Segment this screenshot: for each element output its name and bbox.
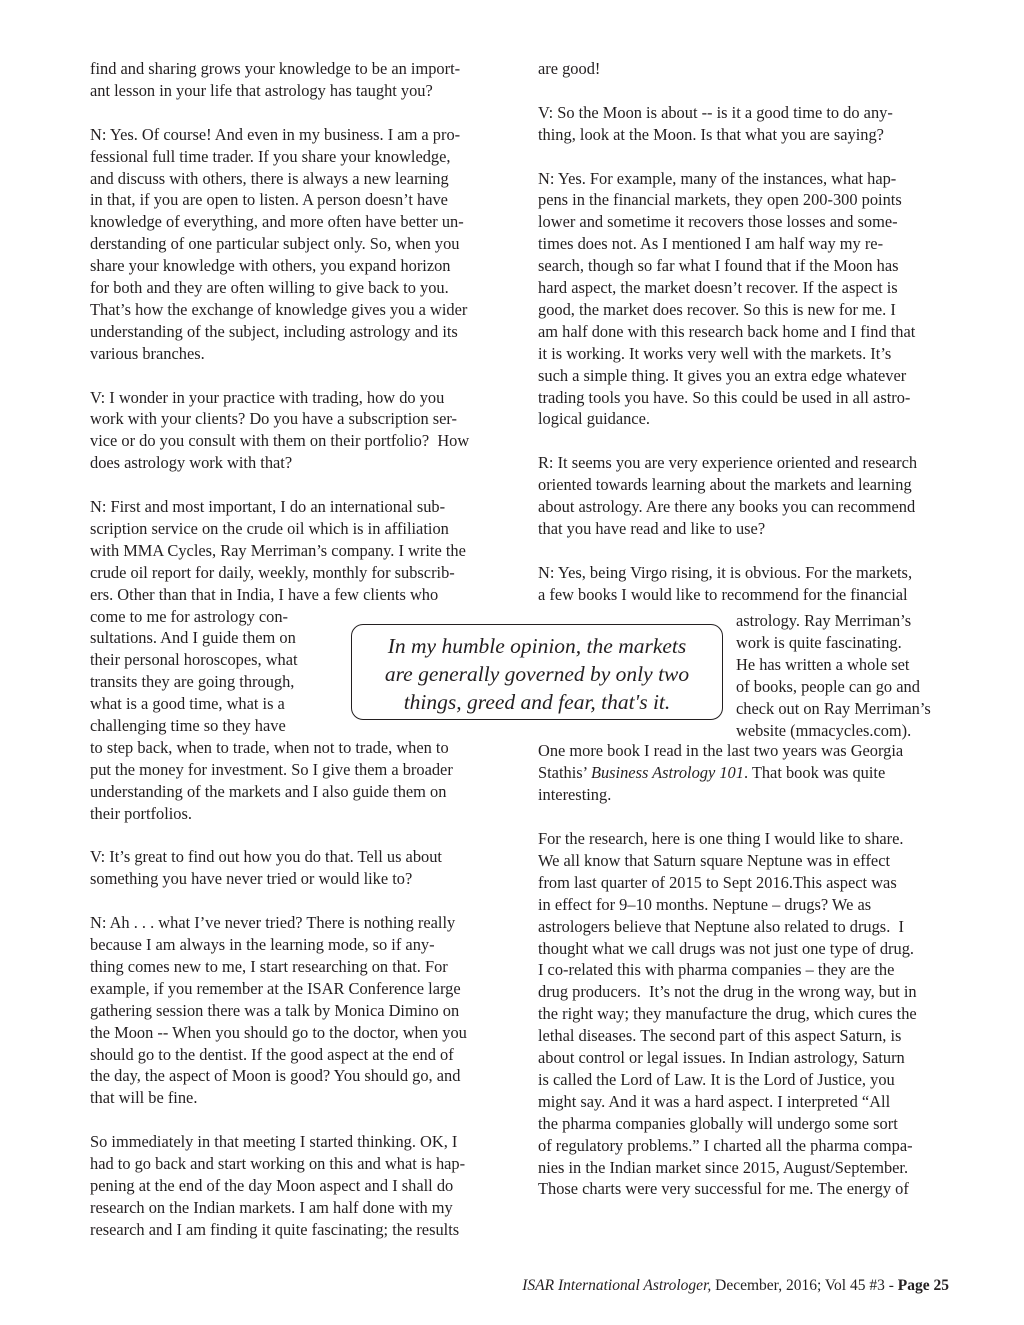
page-footer [522,1276,949,1296]
paragraph-line: I co-related this with pharma companies – they are the [538,960,895,980]
paragraph-line: example, if you remember at the ISAR Conference large [90,978,461,998]
paragraph-line: about astrology. Are there any books you can recommend [538,497,916,516]
paragraph-line: N: Yes. Of course! And even in my business. I am a pro- [90,124,461,144]
publication-name: ISAR International Astrologer, [522,1277,712,1294]
paragraph-line: gathering session there was a talk by Monica Dimino on [90,1000,460,1020]
paragraph-line: with MMA Cycles, Ray Merriman’s company. I write the [90,540,466,560]
paragraph-line: drug producers. It’s not the drug in the wrong way, but in [538,982,917,1002]
paragraph-line: challenging time so they have [90,716,286,735]
paragraph-line: thing, look at the Moon. Is that what you are saying? [538,124,884,144]
pull-quote-line: are generally governed by only two [384,662,690,686]
paragraph-line: astrology. Ray Merriman’s [736,611,912,630]
paragraph-line: V: It’s great to find out how you do that. Tell us about [90,847,442,867]
paragraph-line: check out on Ray Merriman’s [736,698,931,718]
paragraph-line: N: Ah . . . what I’ve never tried? There is nothing really [90,913,456,933]
paragraph-line: sultations. And I guide them on [90,628,296,648]
paragraph-line: share your knowledge with others, you expand horizon [90,256,451,276]
paragraph-line: good, the market does recover. So this is new for me. I [538,299,896,319]
paragraph-line: N: Yes, being Virgo rising, it is obvious. For the markets, [538,562,913,582]
issue-info: December, 2016; Vol 45 #3 - [711,1277,898,1294]
paragraph-line: logical guidance. [538,409,650,429]
paragraph-line: should go to the dentist. If the good aspect at the end of [90,1044,454,1064]
paragraph-line: nies in the Indian market since 2015, August/September. [538,1157,909,1177]
paragraph-line: are good! [538,59,601,78]
paragraph-line: ers. Other than that in India, I have a few clients who [90,584,439,604]
paragraph-line: V: So the Moon is about -- is it a good time to do any- [538,102,893,122]
paragraph-line: lower and sometime it recovers those losses and some- [538,212,898,232]
paragraph-line: of regulatory problems.” I charted all the pharma compa- [538,1135,913,1155]
paragraph-line: knowledge of everything, and more often have better un- [90,212,464,232]
paragraph-line: that you have read and like to use? [538,518,766,538]
paragraph-line: the day, the aspect of Moon is good? You should go, and [90,1066,461,1086]
paragraph-line: We all know that Saturn square Neptune was in effect [538,850,891,870]
paragraph-line: pens in the financial markets, they open 200-300 points [538,190,902,210]
paragraph-line: interesting. [538,785,612,804]
paragraph-line: put the money for investment. So I give them a broader [90,759,453,779]
paragraph-line: fessional full time trader. If you share your knowledge, [90,146,451,166]
paragraph-line: that will be fine. [90,1088,198,1108]
paragraph-line: N: First and most important, I do an international sub- [90,497,446,516]
paragraph-line: their portfolios. [90,803,192,823]
paragraph-line: such a simple thing. It gives you an extra edge whatever [538,365,907,385]
paragraph-line: trading tools you have. So this could be used in all astro- [538,387,911,407]
pull-quote-line: things, greed and fear, that's it. [403,690,671,714]
paragraph-line: scription service on the crude oil which is in affiliation [90,518,449,538]
paragraph-line: times does not. As I mentioned I am half way my re- [538,234,884,254]
paragraph-line: transits they are going through, [90,672,295,692]
paragraph-line: oriented towards learning about the markets and learning [538,475,912,495]
paragraph-line: and discuss with others, there is always a new learning [90,168,449,188]
paragraph-line: research on the Indian markets. I am half done with my [90,1197,453,1217]
paragraph-line: what is a good time, what is a [90,694,285,714]
paragraph-line: research and I am finding it quite fascinating; the results [90,1219,460,1239]
pull-quote-line: In my humble opinion, the markets [387,634,687,658]
paragraph-line: ant lesson in your life that astrology has taught you? [90,80,433,100]
paragraph-line: their personal horoscopes, what [90,650,298,670]
paragraph-line: website (mmacycles.com). [736,720,912,740]
paragraph-line: the right way; they manufacture the drug, which cures the [538,1004,917,1024]
paragraph-line: For the research, here is one thing I would like to share. [538,829,904,848]
paragraph-line: am half done with this research back home and I find that [538,321,916,341]
paragraph-line [538,762,885,784]
paragraph-line: V: I wonder in your practice with trading, how do you [90,387,445,407]
paragraph-line: astrologers believe that Neptune also related to drugs. I [538,916,904,936]
text-span: . That book was quite [743,763,886,782]
paragraph-line: search, though so far what I found that if the Moon has [538,256,899,276]
book-title: Business Astrology 101 [590,763,744,782]
paragraph-line: lethal diseases. The second part of this aspect Saturn, is [538,1026,902,1046]
paragraph-line: it is working. It works very well with the markets. It’s [538,343,892,363]
paragraph-line: does astrology work with that? [90,453,293,473]
paragraph-line: something you have never tried or would like to? [90,869,413,889]
paragraph-line: find and sharing grows your knowledge to be an import- [90,59,461,78]
paragraph-line: from last quarter of 2015 to Sept 2016.This aspect was [538,872,897,892]
paragraph-line: the pharma companies globally will undergo some sort [538,1113,898,1133]
paragraph-line: for both and they are often willing to give back to you. [90,278,449,297]
paragraph-line: of books, people can go and [736,676,920,696]
paragraph-line: understanding of the subject, including astrology and its [90,321,458,341]
paragraph-line: crude oil report for daily, weekly, monthly for subscrib- [90,562,455,582]
paragraph-line: vice or do you consult with them on their portfolio? How [90,431,470,451]
paragraph-line: work is quite fascinating. [736,632,902,652]
paragraph-line: various branches. [90,343,205,363]
paragraph-line: hard aspect, the market doesn’t recover. If the aspect is [538,278,898,297]
paragraph-line: a few books I would like to recommend for the financial [538,584,908,604]
paragraph-line: Those charts were very successful for me. The energy of [538,1179,909,1199]
paragraph-line: the Moon -- When you should go to the doctor, when you [90,1022,467,1042]
paragraph-line: come to me for astrology con- [90,606,288,626]
paragraph-line: One more book I read in the last two years was Georgia [538,741,904,760]
paragraph-line: He has written a whole set [736,654,910,674]
paragraph-line: understanding of the markets and I also guide them on [90,781,447,801]
page-number: Page 25 [897,1277,949,1294]
paragraph-line: derstanding of one particular subject only. So, when you [90,234,460,254]
paragraph-line: thing comes new to me, I start researching on that. For [90,956,448,976]
paragraph-line: pening at the end of the day Moon aspect and I shall do [90,1175,454,1195]
paragraph-line: might say. And it was a hard aspect. I interpreted “All [538,1091,891,1111]
paragraph-line: That’s how the exchange of knowledge gives you a wider [90,299,468,319]
paragraph-line: So immediately in that meeting I started thinking. OK, I [90,1132,458,1152]
paragraph-line: about control or legal issues. In Indian astrology, Saturn [538,1048,905,1067]
paragraph-line: to step back, when to trade, when not to trade, when to [90,737,449,757]
paragraph-line: in that, if you are open to listen. A person doesn’t have [90,190,448,210]
paragraph-line: in effect for 9–10 months. Neptune – drugs? We as [538,894,872,914]
paragraph-line: had to go back and start working on this and what is hap- [90,1154,466,1173]
paragraph-line: thought what we call drugs was not just one type of drug. [538,938,915,958]
paragraph-line: because I am always in the learning mode, so if any- [90,935,435,954]
paragraph-line: is called the Lord of Law. It is the Lord of Justice, you [538,1069,895,1089]
paragraph-line: work with your clients? Do you have a subscription ser- [90,409,458,429]
paragraph-line: R: It seems you are very experience oriented and research [538,453,918,473]
paragraph-line: N: Yes. For example, many of the instances, what hap- [538,168,897,188]
text-span: Stathis’ [538,763,591,782]
